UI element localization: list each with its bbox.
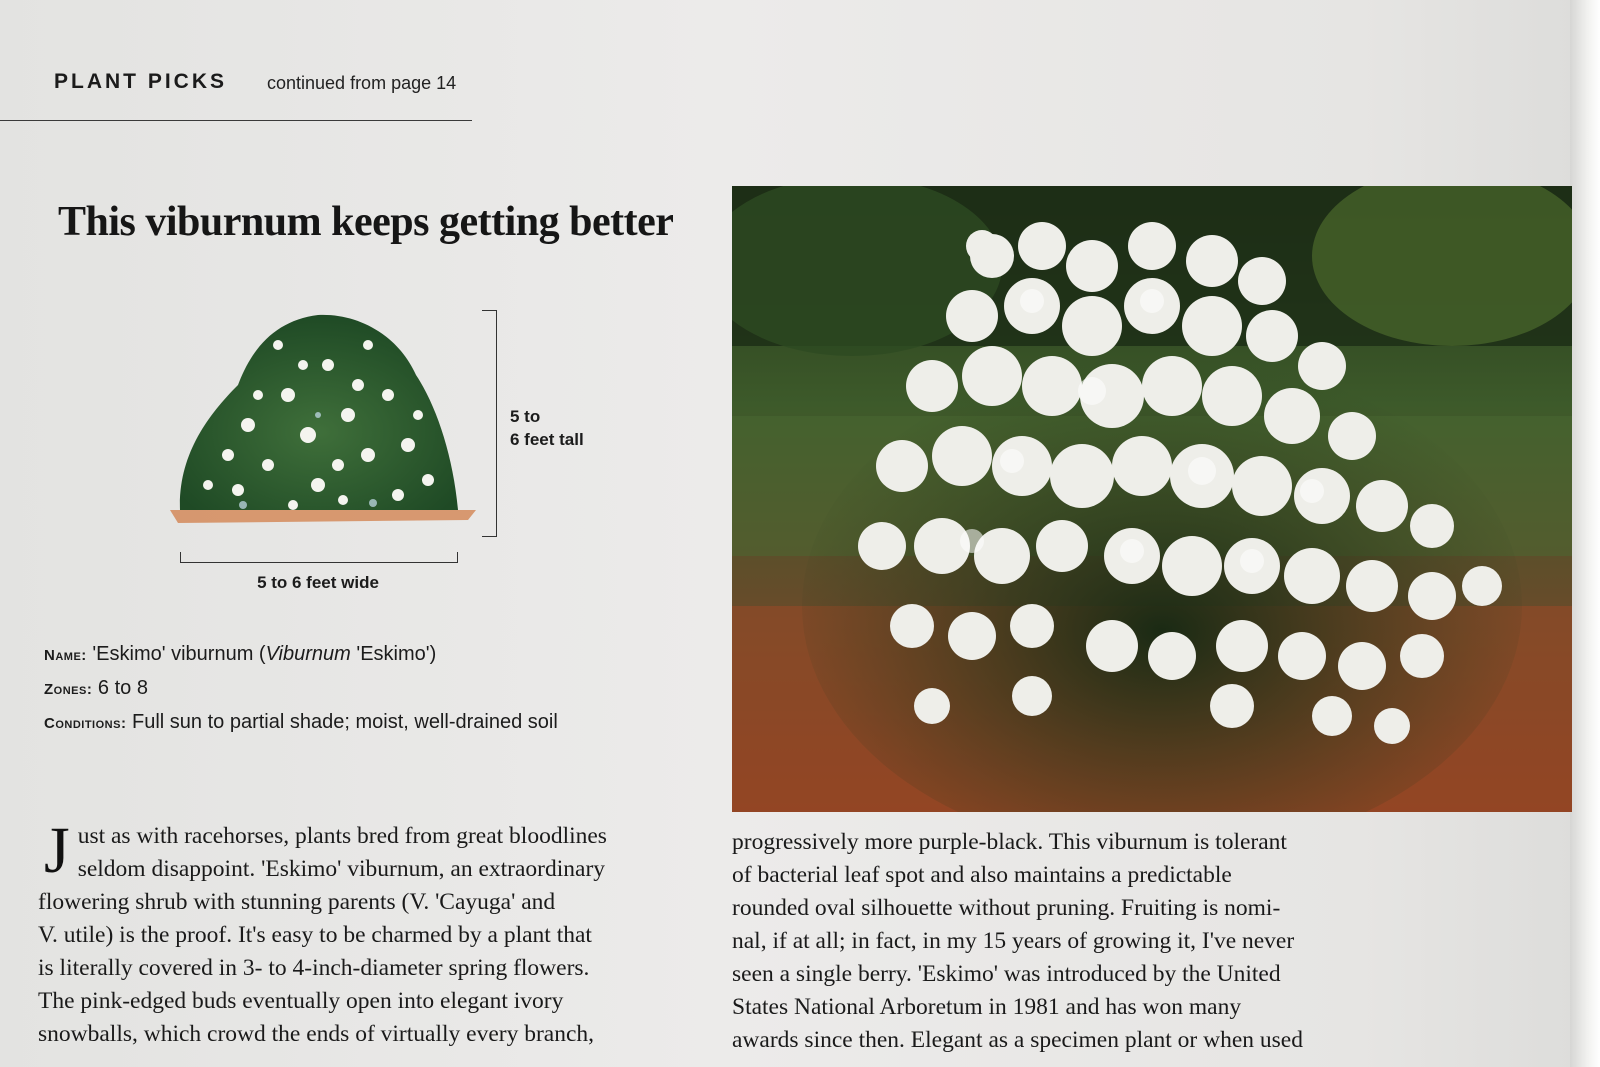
body-left-line: The pink-edged buds eventually open into elegant ivory	[38, 988, 564, 1014]
body-text-left	[38, 814, 698, 1051]
height-label-line2: 6 feet tall	[510, 430, 584, 449]
fact-name-cultivar: 'Eskimo')	[350, 643, 437, 665]
height-bracket	[482, 310, 497, 537]
continued-note: continued from page 14	[267, 73, 457, 93]
fact-name-label: Name:	[44, 647, 87, 664]
plant-facts	[44, 638, 558, 740]
header-rule	[0, 120, 472, 121]
body-left-line: is literally covered in 3- to 4-inch-diameter spring flowers.	[38, 955, 590, 981]
fact-name-value: 'Eskimo' viburnum (	[92, 643, 266, 665]
drop-cap: J	[44, 814, 70, 887]
body-right-line: nal, if at all; in fact, in my 15 years of growing it, I've never	[732, 928, 1295, 954]
fact-zones	[44, 672, 558, 706]
body-left-line: ust as with racehorses, plants bred from great bloodlines	[77, 823, 607, 849]
height-label-line1: 5 to	[510, 407, 541, 426]
fact-name	[44, 638, 558, 672]
fact-zones-label: Zones:	[44, 681, 93, 698]
body-right-line: progressively more purple-black. This viburnum is tolerant	[732, 829, 1287, 855]
fact-name-latin: Viburnum	[265, 643, 351, 665]
fact-zones-value: 6 to 8	[97, 677, 148, 699]
body-right-line: awards since then. Elegant as a specimen plant or when used	[732, 1027, 1303, 1053]
shrub-illustration-icon	[168, 305, 488, 545]
fact-conditions-value: Full sun to partial shade; moist, well-drained soil	[132, 711, 558, 733]
fact-conditions	[44, 706, 558, 740]
body-left-line: flowering shrub with stunning parents (V. 'Cayuga' and	[38, 889, 556, 915]
width-label: 5 to 6 feet wide	[257, 573, 379, 592]
body-right-line: rounded oval silhouette without pruning. Fruiting is nomi-	[732, 895, 1281, 921]
body-left-line: snowballs, which crowd the ends of virtually every branch,	[38, 1021, 595, 1047]
section-title: PLANT PICKS	[54, 70, 228, 93]
fact-conditions-label: Conditions:	[44, 715, 127, 732]
body-text-right	[732, 826, 1412, 1057]
body-left-line: seldom disappoint. 'Eskimo' viburnum, an extraordinary	[77, 856, 606, 882]
body-right-line: seen a single berry. 'Eskimo' was introduced by the United	[732, 961, 1281, 987]
body-left-line: V. utile) is the proof. It's easy to be charmed by a plant that	[38, 922, 592, 948]
flowering-shrub-photo-icon	[732, 186, 1572, 812]
body-right-line: of bacterial leaf spot and also maintains a predictable	[732, 862, 1232, 888]
article-headline: This viburnum keeps getting better	[58, 199, 674, 245]
page-edge	[1570, 0, 1600, 1067]
body-right-line: States National Arboretum in 1981 and has won many	[732, 994, 1242, 1020]
height-label	[510, 405, 630, 451]
width-bracket	[180, 552, 458, 563]
